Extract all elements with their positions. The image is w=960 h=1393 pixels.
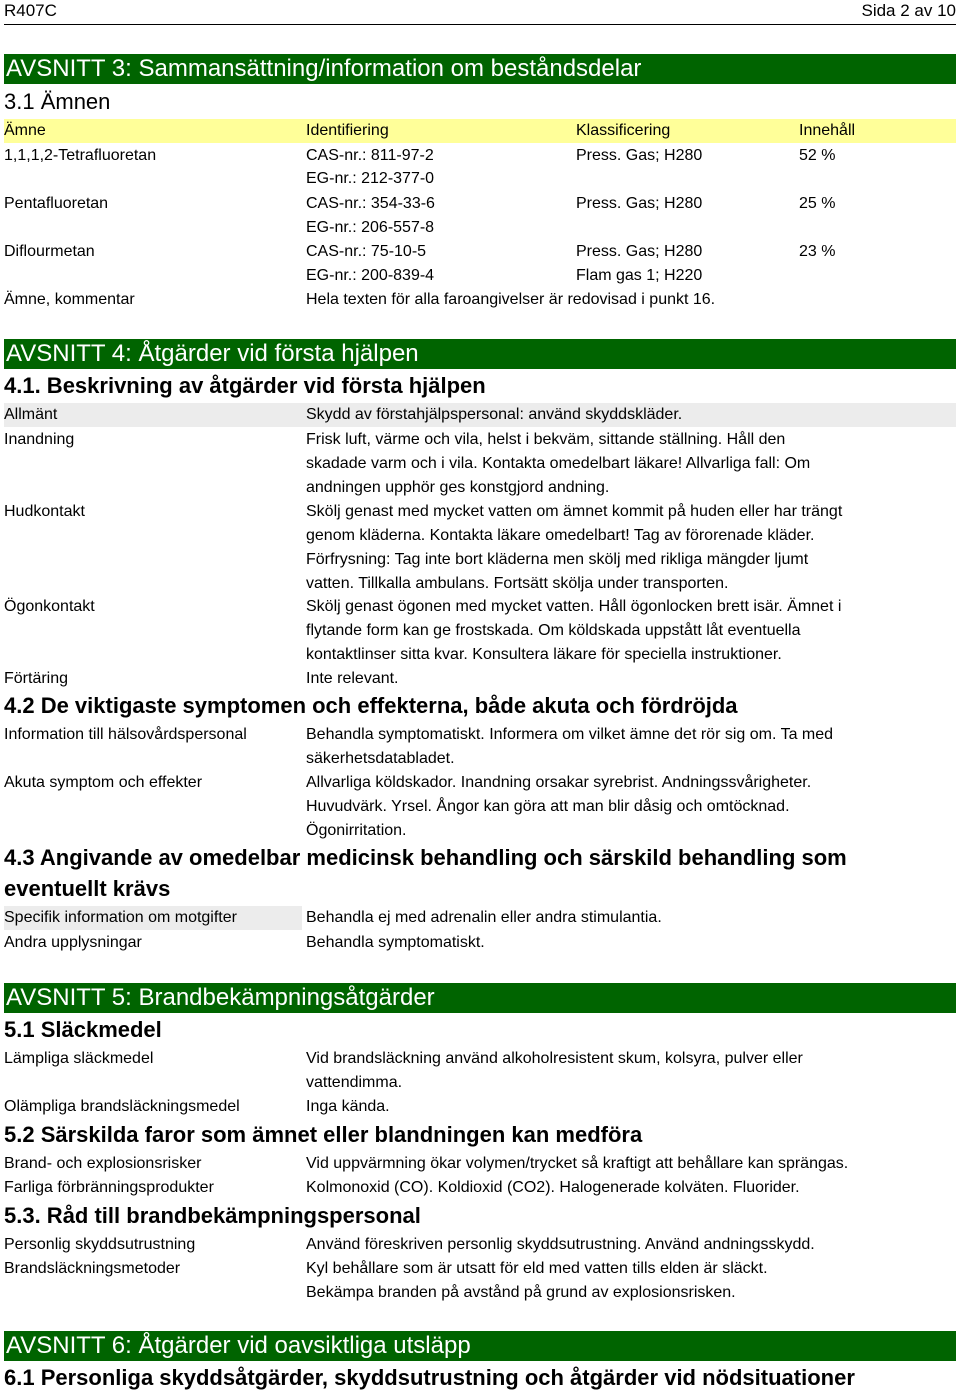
substance-name: Diflourmetan: [4, 243, 95, 260]
row-value: Bekämpa branden på avstånd på grund av explosionsrisken.: [306, 1284, 736, 1301]
info-row: [4, 403, 956, 427]
row-value: Förfrysning: Tag inte bort kläderna men skölj med rikliga mängder ljumt: [306, 551, 809, 568]
row-value: Behandla ej med adrenalin eller andra stimulantia.: [306, 909, 662, 926]
content-percent: 25 %: [799, 195, 836, 212]
row-value: säkerhetsdatabladet.: [306, 750, 455, 767]
row-value: Kyl behållare som är utsatt för eld med vatten tills elden är släckt.: [306, 1260, 768, 1277]
cas-number: CAS-nr.: 811-97-2: [306, 147, 434, 164]
row-label: Förtäring: [4, 670, 69, 687]
page-number: Sida 2 av 10: [861, 1, 956, 20]
col-substance: Ämne: [4, 122, 46, 139]
row-label: Akuta symptom och effekter: [4, 774, 203, 791]
row-value: Behandla symptomatiskt.: [306, 934, 485, 951]
subsection-6-1: 6.1 Personliga skyddsåtgärder, skyddsutrustning och åtgärder vid nödsituationer: [4, 1365, 855, 1390]
col-identification: Identifiering: [306, 122, 389, 139]
content-percent: 23 %: [799, 243, 836, 260]
content-percent: 52 %: [799, 147, 836, 164]
row-value: Skölj genast ögonen med mycket vatten. Håll ögonlocken brett isär. Ämnet i: [306, 598, 842, 615]
eg-number: EG-nr.: 200-839-4: [306, 267, 435, 284]
row-value: vatten. Tillkalla ambulans. Fortsätt skölja under transporten.: [306, 575, 729, 592]
subsection-4-1: 4.1. Beskrivning av åtgärder vid första hjälpen: [4, 373, 486, 398]
subsection-5-1: 5.1 Släckmedel: [4, 1017, 162, 1042]
row-label: Lämpliga släckmedel: [4, 1050, 154, 1067]
row-value: Vid brandsläckning använd alkoholresistent skum, kolsyra, pulver eller: [306, 1050, 803, 1067]
section-6-title: AVSNITT 6: Åtgärder vid oavsiktliga utsläpp: [4, 1331, 956, 1361]
row-value: Kolmonoxid (CO). Koldioxid (CO2). Halogenerade kolväten. Fluorider.: [306, 1179, 800, 1196]
substance-comment-value: Hela texten för alla faroangivelser är redovisad i punkt 16.: [306, 291, 716, 308]
col-content: Innehåll: [799, 122, 856, 139]
section-4-title: AVSNITT 4: Åtgärder vid första hjälpen: [4, 339, 956, 369]
header-divider: [4, 24, 956, 25]
classification: Press. Gas; H280: [576, 243, 703, 260]
classification: Press. Gas; H280: [576, 195, 703, 212]
substance-comment-label: Ämne, kommentar: [4, 291, 135, 308]
section-3-title: AVSNITT 3: Sammansättning/information om beståndsdelar: [4, 54, 956, 84]
subsection-4-3: 4.3 Angivande av omedelbar medicinsk behandling och särskild behandling som: [4, 845, 847, 870]
eg-number: EG-nr.: 206-557-8: [306, 219, 435, 236]
row-label: Brand- och explosionsrisker: [4, 1155, 202, 1172]
row-value: andningen upphör ges konstgjord andning.: [306, 479, 610, 496]
row-value: Ögonirritation.: [306, 822, 407, 839]
row-value: genom kläderna. Kontakta läkare omedelbart! Tag av förorenade kläder.: [306, 527, 815, 544]
subsection-3-1: 3.1 Ämnen: [4, 89, 111, 114]
row-value: Allvarliga köldskador. Inandning orsakar syrebrist. Andningssvårigheter.: [306, 774, 812, 791]
subsection-5-2: 5.2 Särskilda faror som ämnet eller blandningen kan medföra: [4, 1122, 643, 1147]
row-value: Huvudvärk. Yrsel. Ångor kan göra att man blir dåsig och omtöcknad.: [306, 798, 790, 815]
row-value: flytande form kan ge frostskada. Om köldskada uppstått låt eventuella: [306, 622, 801, 639]
composition-table-header: [4, 119, 956, 143]
subsection-5-3: 5.3. Råd till brandbekämpningspersonal: [4, 1203, 421, 1228]
row-label: Hudkontakt: [4, 503, 85, 520]
row-value: Skydd av förstahjälpspersonal: använd skyddskläder.: [306, 406, 683, 423]
row-label: Olämpliga brandsläckningsmedel: [4, 1098, 240, 1115]
subsection-4-3-cont: eventuellt krävs: [4, 876, 171, 901]
row-label: Andra upplysningar: [4, 934, 142, 951]
info-row: [4, 906, 956, 930]
classification: Flam gas 1; H220: [576, 267, 703, 284]
row-label: Ögonkontakt: [4, 598, 95, 615]
col-classification: Klassificering: [576, 122, 671, 139]
row-value: skadade varm och i vila. Kontakta omedelbart läkare! Allvarliga fall: Om: [306, 455, 811, 472]
row-value: vattendimma.: [306, 1074, 403, 1091]
row-value: Frisk luft, värme och vila, helst i bekväm, sittande ställning. Håll den: [306, 431, 786, 448]
cas-number: CAS-nr.: 75-10-5: [306, 243, 427, 260]
page-header: [4, 0, 956, 22]
row-label: Inandning: [4, 431, 75, 448]
row-label: Personlig skyddsutrustning: [4, 1236, 196, 1253]
row-value: Vid uppvärmning ökar volymen/trycket så kraftigt att behållare kan sprängas.: [306, 1155, 849, 1172]
section-5-title: AVSNITT 5: Brandbekämpningsåtgärder: [4, 983, 956, 1013]
substance-name: Pentafluoretan: [4, 195, 109, 212]
subsection-4-2: 4.2 De viktigaste symptomen och effekterna, både akuta och fördröjda: [4, 693, 738, 718]
row-label: Allmänt: [4, 406, 58, 423]
row-value: Behandla symptomatiskt. Informera om vilket ämne det rör sig om. Ta med: [306, 726, 834, 743]
row-label: Brandsläckningsmetoder: [4, 1260, 181, 1277]
row-value: Använd föreskriven personlig skyddsutrustning. Använd andningsskydd.: [306, 1236, 815, 1253]
eg-number: EG-nr.: 212-377-0: [306, 170, 435, 187]
classification: Press. Gas; H280: [576, 147, 703, 164]
row-label: Information till hälsovårdspersonal: [4, 726, 247, 743]
row-label: Farliga förbränningsprodukter: [4, 1179, 214, 1196]
row-value: kontaktlinser sitta kvar. Konsultera läkare för speciella instruktioner.: [306, 646, 782, 663]
cas-number: CAS-nr.: 354-33-6: [306, 195, 435, 212]
row-value: Inte relevant.: [306, 670, 399, 687]
row-value: Skölj genast med mycket vatten om ämnet kommit på huden eller har trängt: [306, 503, 843, 520]
product-name: R407C: [4, 1, 57, 20]
substance-name: 1,1,1,2-Tetrafluoretan: [4, 147, 157, 164]
row-value: Inga kända.: [306, 1098, 390, 1115]
row-label: Specifik information om motgifter: [4, 906, 302, 930]
